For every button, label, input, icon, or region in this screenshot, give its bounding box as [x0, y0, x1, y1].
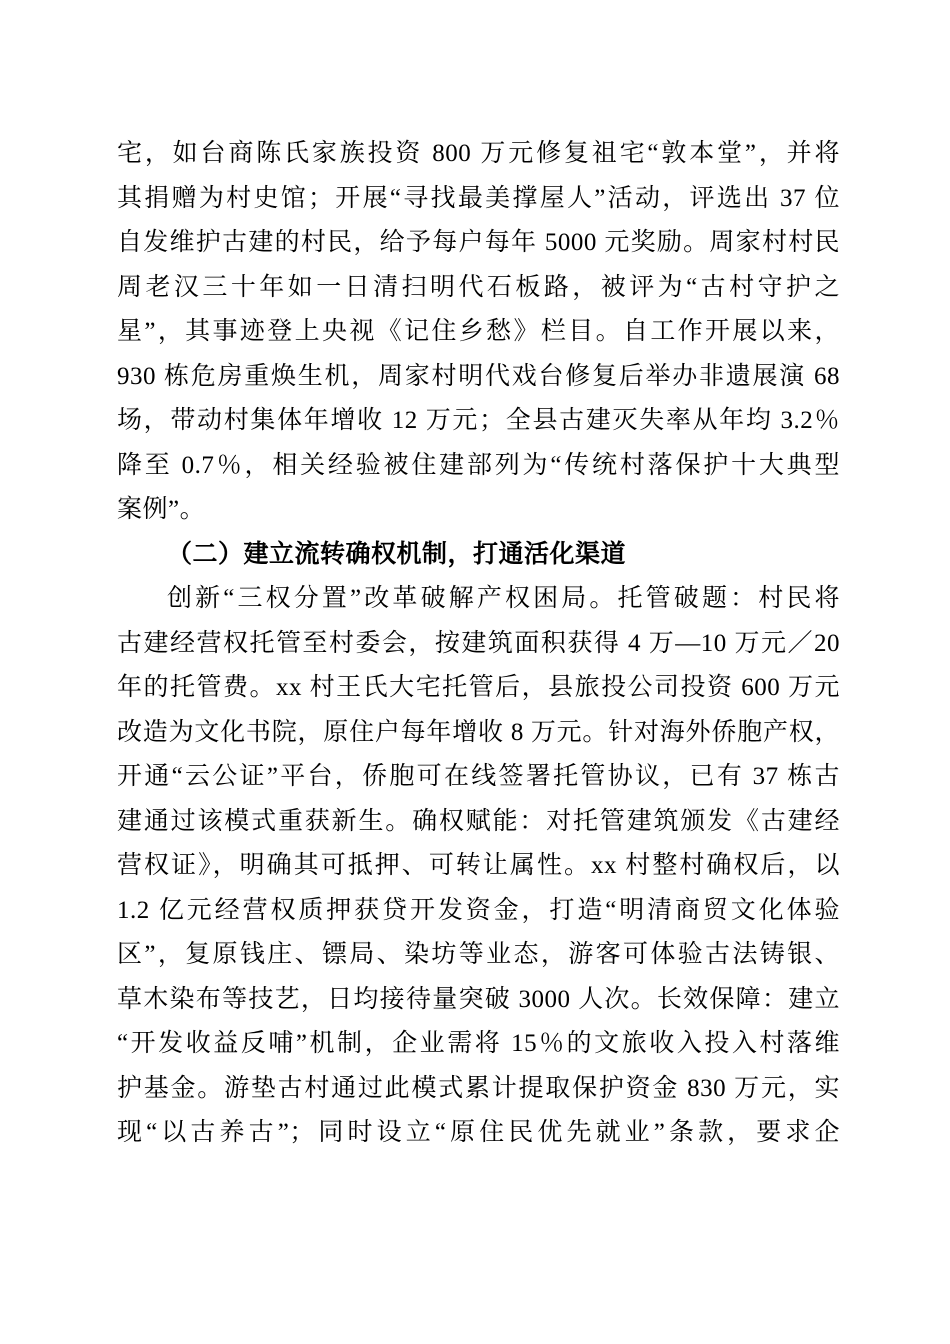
text-line: 草木染布等技艺，日均接待量突破 3000 人次。长效保障：建立: [117, 985, 840, 1013]
text-line: 开通“云公证”平台，侨胞可在线签署托管协议，已有 37 栋古: [117, 763, 840, 790]
section-heading: （二）建立流转确权机制，打通活化渠道: [167, 540, 627, 568]
text-line: 区”，复原钱庄、镖局、染坊等业态，游客可体验古法铸银、: [117, 941, 840, 968]
text-line: 营权证》，明确其可抵押、可转让属性。xx 村整村确权后，以: [117, 852, 840, 879]
text-line: 宅，如台商陈氏家族投资 800 万元修复祖宅“敦本堂”，并将: [117, 140, 840, 167]
text-line: 星”，其事迹登上央视《记住乡愁》栏目。自工作开展以来，: [117, 318, 840, 345]
text-line: “开发收益反哺”机制，企业需将 15％的文旅收入投入村落维: [117, 1030, 840, 1057]
document-body: [117, 132, 840, 1156]
text-line: 场，带动村集体年增收 12 万元；全县古建灭失率从年均 3.2％: [117, 407, 840, 434]
text-line: 降至 0.7％，相关经验被住建部列为“传统村落保护十大典型: [117, 451, 840, 479]
text-line: 创新“三权分置”改革破解产权困局。托管破题：村民将: [167, 585, 840, 612]
text-line: 护基金。游垫古村通过此模式累计提取保护资金 830 万元，实: [117, 1074, 840, 1102]
text-line: 930 栋危房重焕生机，周家村明代戏台修复后举办非遗展演 68: [117, 362, 840, 390]
text-line: 1.2 亿元经营权质押获贷开发资金，打造“明清商贸文化体验: [117, 896, 840, 924]
text-line: 年的托管费。xx 村王氏大宅托管后，县旅投公司投资 600 万元: [117, 674, 840, 701]
text-line: 周老汉三十年如一日清扫明代石板路，被评为“古村守护之: [117, 273, 840, 301]
text-line: 现“以古养古”；同时设立“原住民优先就业”条款，要求企: [117, 1119, 840, 1146]
text-line: 改造为文化书院，原住户每年增收 8 万元。针对海外侨胞产权，: [117, 718, 840, 746]
text-line: 自发维护古建的村民，给予每户每年 5000 元奖励。周家村村民: [117, 229, 840, 256]
text-line: 建通过该模式重获新生。确权赋能：对托管建筑颁发《古建经: [117, 807, 840, 835]
text-line: 其捐赠为村史馆；开展“寻找最美撑屋人”活动，评选出 37 位: [117, 184, 840, 212]
text-line: 案例”。: [117, 496, 206, 523]
text-line: 古建经营权托管至村委会，按建筑面积获得 4 万—10 万元／20: [117, 629, 840, 657]
